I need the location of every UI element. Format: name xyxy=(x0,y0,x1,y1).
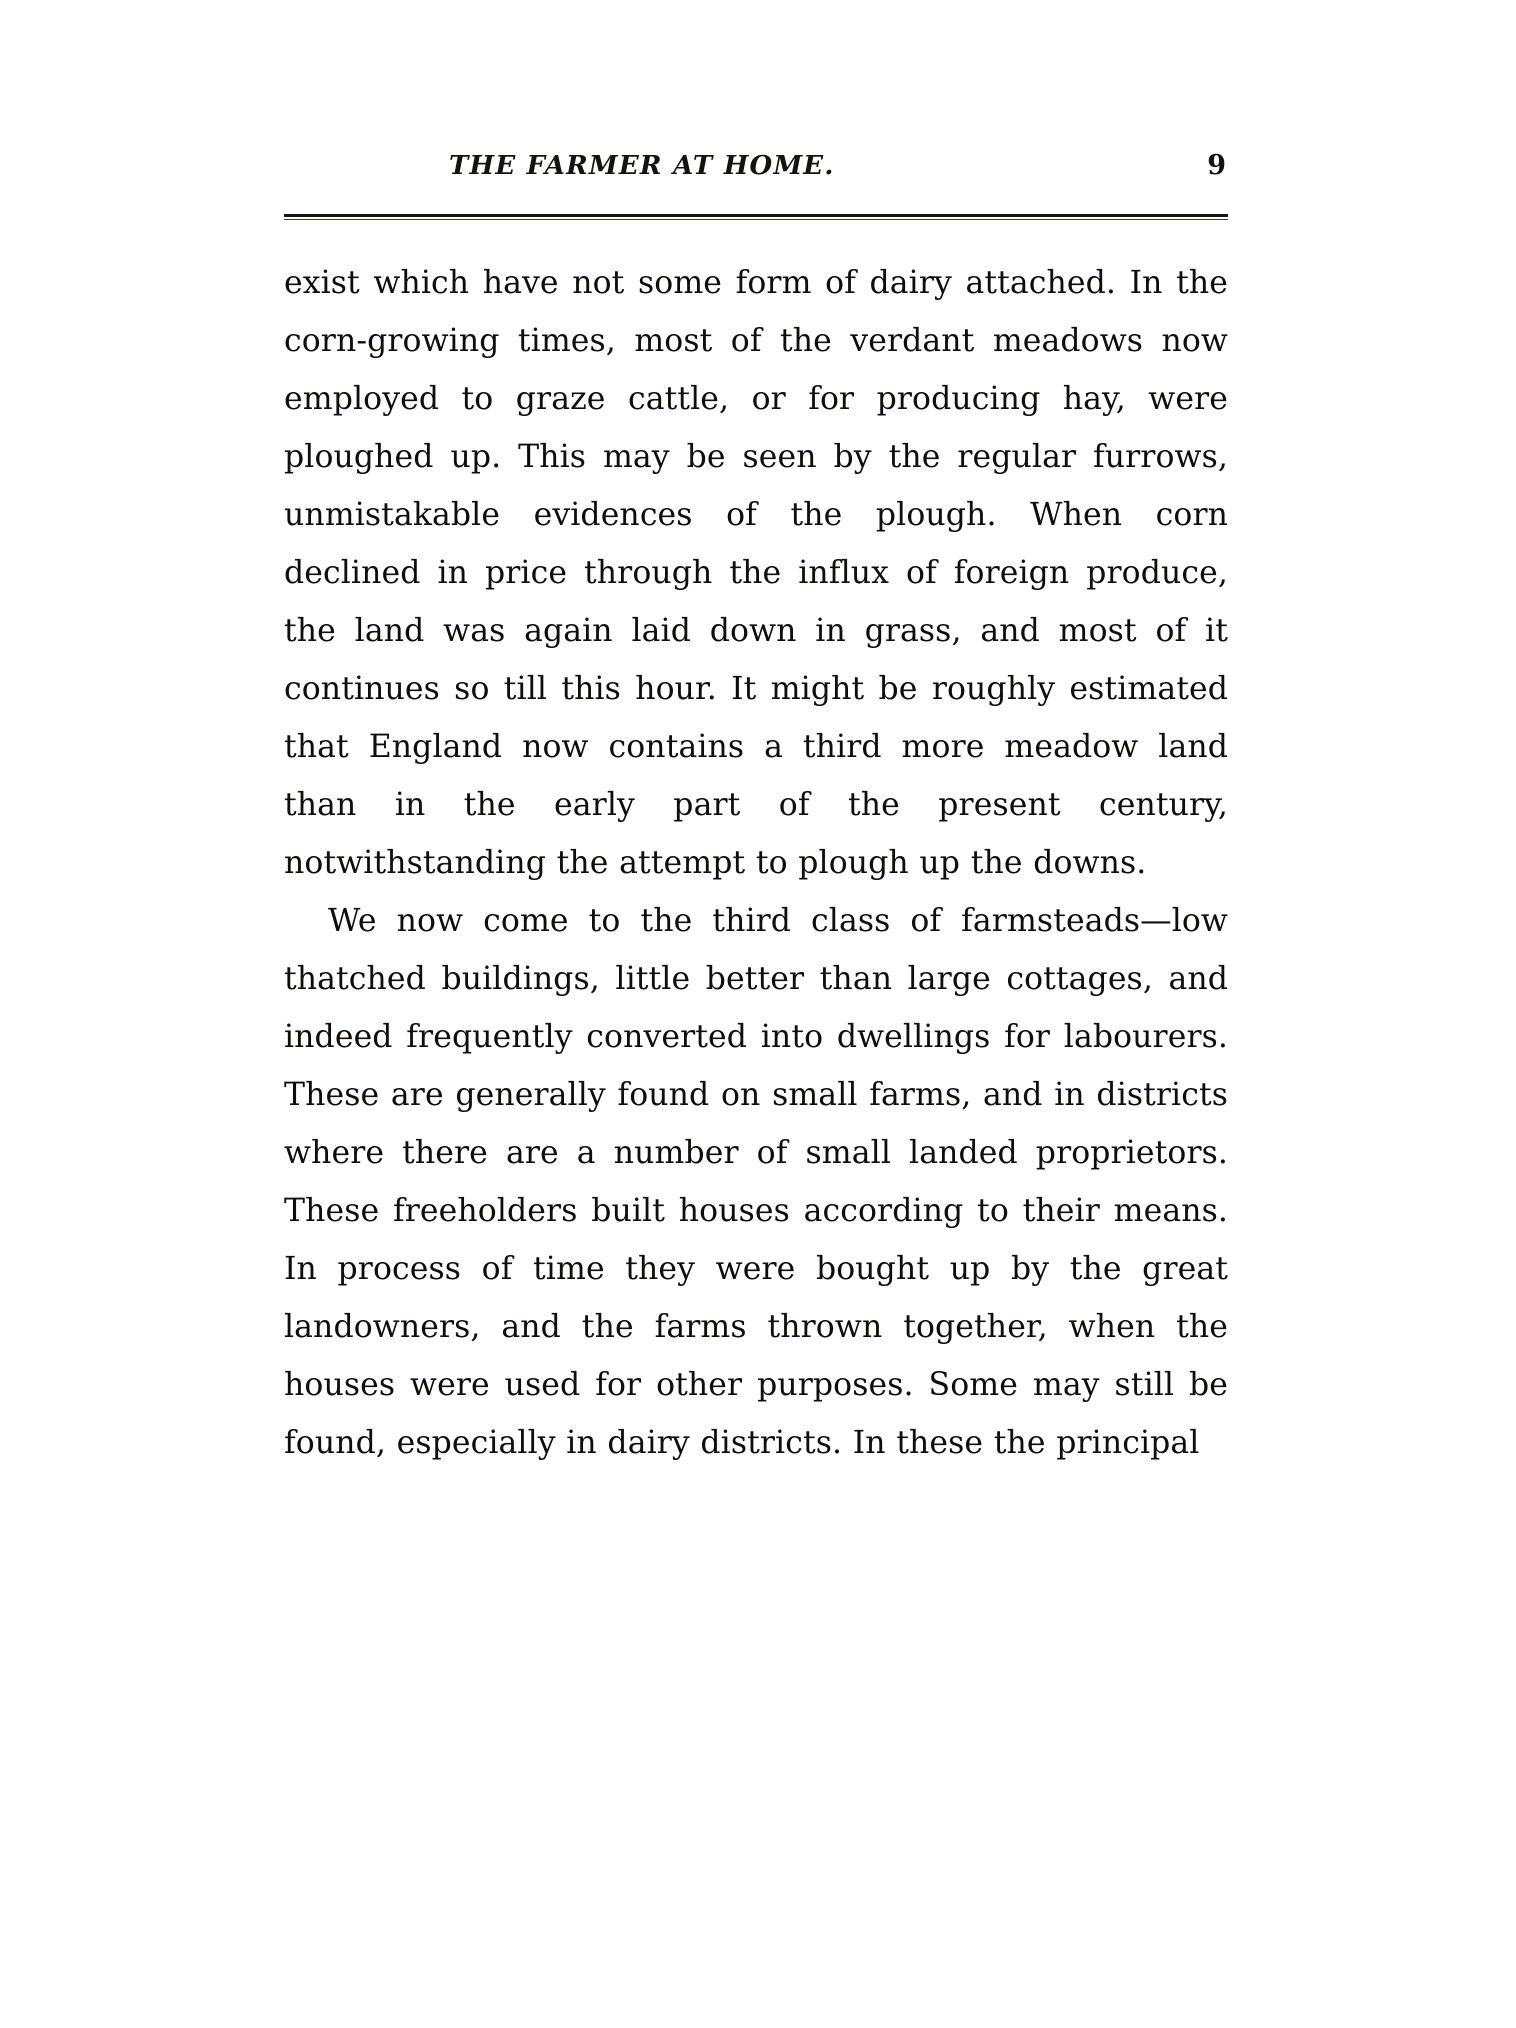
header-rule-secondary xyxy=(284,219,1228,220)
header-rule xyxy=(284,214,1228,217)
page-number: 9 xyxy=(1207,150,1226,181)
body-text xyxy=(284,254,1228,1472)
running-head: THE FARMER AT HOME. xyxy=(449,151,835,181)
paragraph-continuation: exist which have not some form of dairy attached. In the corn-growing times, most of the verdant meadows now employed to graze cattle, or for producing hay, were ploughed up. This may be seen by the regular furrows, unmistakable evidences of the plough. When corn declined in price through the influx of foreign produce, the land was again laid down in grass, and most of it continues so till this hour. It might be roughly estimated that England now contains a third more meadow land than in the early part of the present century, notwithstanding the attempt to plough up the downs. xyxy=(284,265,1228,881)
paragraph: We now come to the third class of farmsteads—low thatched buildings, little better than large cottages, and indeed frequently converted into dwellings for labourers. These are generally found on small farms, and in districts where there are a number of small landed proprietors. These freeholders built houses according to their means. In process of time they were bought up by the great landowners, and the farms thrown together, when the houses were used for other purposes. Some may still be found, especially in dairy districts. In these the principal xyxy=(284,903,1228,1461)
page-header xyxy=(284,150,1232,210)
page-content-area xyxy=(284,150,1232,1472)
